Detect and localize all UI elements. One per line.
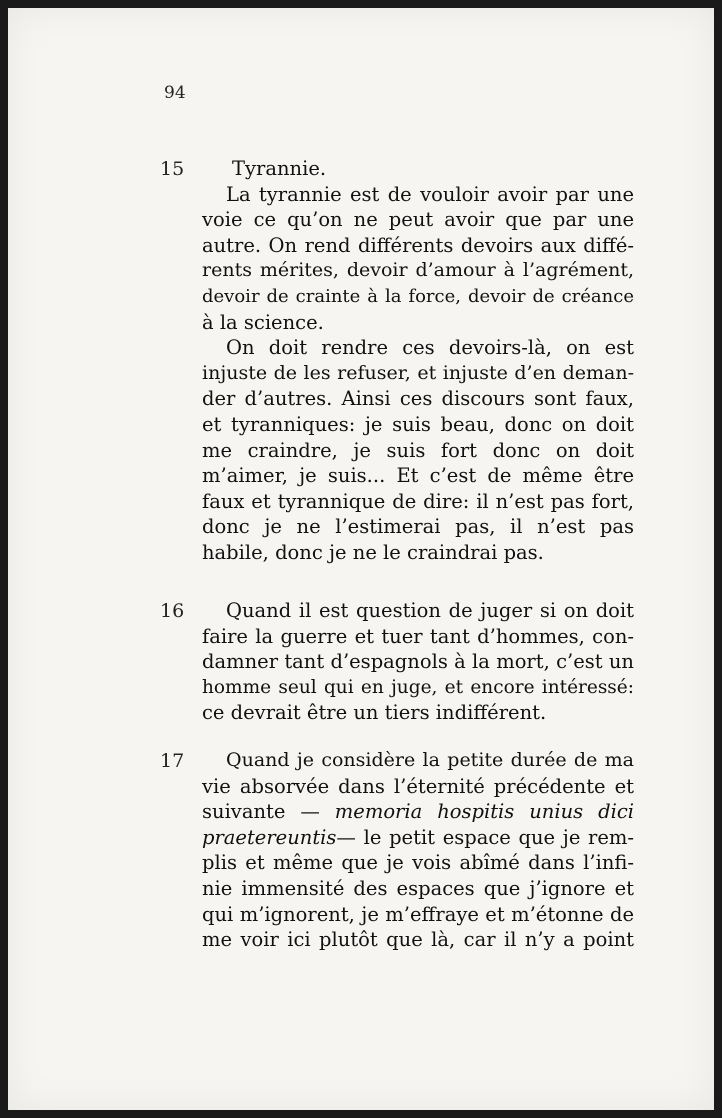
text-line: Quand il est question de juger si on doit: [226, 599, 634, 622]
text-line: nie immensité des espaces que j’ignore et: [202, 876, 634, 900]
text-run: suivante —: [202, 800, 320, 824]
text-line: damner tant d’espagnols à la mort, c’est un: [202, 650, 634, 674]
section-number: 15: [160, 158, 185, 180]
latin-quote: memoria hospitis unius dici: [334, 800, 634, 824]
book-page: [8, 8, 714, 1110]
section-text: [202, 156, 634, 566]
text-line: On doit rendre ces devoirs-là, on est: [226, 336, 634, 360]
text-line: faux et tyrannique de dire: il n’est pas fort,: [202, 489, 634, 513]
text-line: me voir ici plutôt que là, car il n’y a point: [202, 928, 634, 952]
section-title: Tyrannie.: [232, 157, 327, 180]
text-line: homme seul qui en juge, et encore intéressé:: [202, 676, 634, 698]
page-number: 94: [164, 83, 186, 103]
section-number: 16: [160, 600, 185, 622]
text-line: Quand je considère la petite durée de ma: [226, 749, 634, 771]
section-text: [202, 598, 634, 726]
section-text: [202, 748, 634, 953]
text-line: donc je ne l’estimerai pas, il n’est pas: [202, 515, 634, 539]
text-line: me craindre, je suis fort donc on doit: [202, 438, 634, 462]
text-line: [202, 799, 634, 825]
text-line: autre. On rend différents devoirs aux diffé-: [202, 233, 634, 257]
section-number: 17: [160, 750, 185, 772]
text-line: qui m’ignorent, je m’effraye et m’étonne de: [202, 902, 634, 926]
text-line: injuste de les refuser, et injuste d’en deman-: [202, 361, 634, 384]
text-line: plis et même que je vois abîmé dans l’infi-: [202, 851, 634, 875]
text-line: der d’autres. Ainsi ces discours sont faux,: [202, 387, 634, 411]
text-line: faire la guerre et tuer tant d’hommes, con-: [202, 624, 634, 648]
text-line: m’aimer, je suis... Et c’est de même être: [202, 464, 634, 488]
text-line: habile, donc je ne le craindrai pas.: [202, 540, 544, 564]
text-line: voie ce qu’on ne peut avoir que par une: [202, 208, 634, 232]
text-line: à la science.: [202, 310, 324, 334]
text-line: devoir de crainte à la force, devoir de créance: [202, 285, 634, 307]
text-line: vie absorvée dans l’éternité précédente et: [202, 774, 634, 798]
text-line: ce devrait être un tiers indifférent.: [202, 701, 547, 725]
text-line: rents mérites, devoir d’amour à l’agrément,: [202, 259, 634, 282]
text-run: — le petit espace que je rem-: [336, 825, 634, 849]
text-line: et tyranniques: je suis beau, donc on doit: [202, 412, 634, 436]
text-line: [202, 825, 634, 851]
latin-quote: praetereuntis: [202, 825, 337, 849]
text-line: La tyrannie est de vouloir avoir par une: [226, 182, 634, 206]
